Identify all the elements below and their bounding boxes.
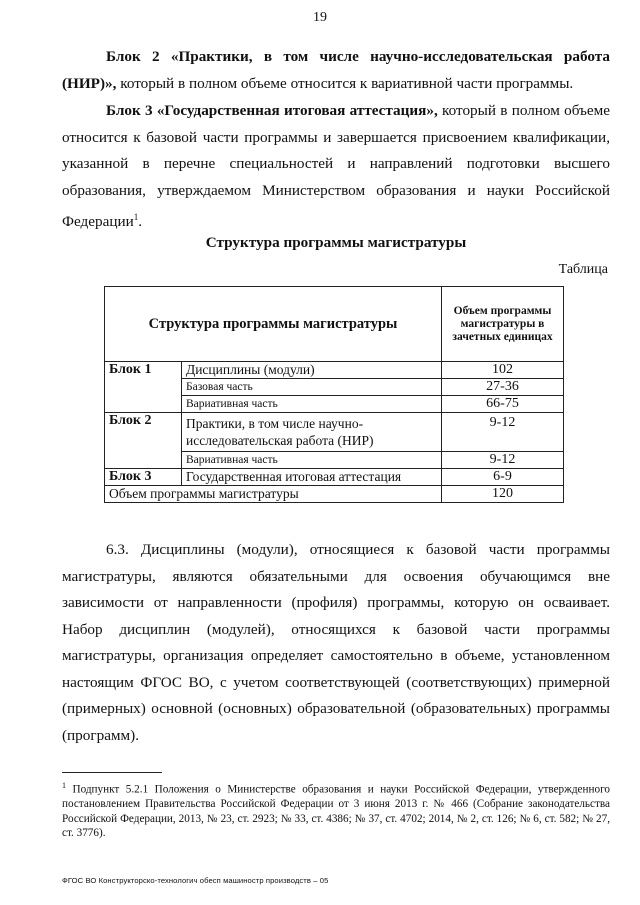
table-header-volume: Объем программы магистратуры в зачетных единицах <box>442 287 564 362</box>
block-cell: Блок 3 <box>105 469 182 486</box>
table-header-structure: Структура программы магистратуры <box>105 287 442 362</box>
row-name: Объем программы магистратуры <box>105 486 442 503</box>
page-number: 19 <box>313 10 327 25</box>
row-name: Вариативная часть <box>182 396 442 413</box>
block3-title: Блок 3 «Государственная итоговая аттестация», <box>106 102 438 119</box>
block2-title: Блок 2 «Практики, в том числе научно-исследовательская работа (НИР)», <box>62 48 610 92</box>
table-header-row <box>105 287 564 362</box>
row-name: Государственная итоговая аттестация <box>182 469 442 486</box>
paragraph-block3 <box>62 98 610 236</box>
footnote-marker: 1 <box>62 781 66 790</box>
table-row <box>105 362 564 379</box>
row-value: 102 <box>442 362 564 379</box>
row-value: 66-75 <box>442 396 564 413</box>
row-value: 120 <box>442 486 564 503</box>
block2-text: который в полном объеме относится к вариативной части программы. <box>120 74 574 92</box>
row-value: 9-12 <box>442 413 564 452</box>
row-name: Вариативная часть <box>182 452 442 469</box>
block-cell: Блок 2 <box>105 413 182 469</box>
footnote-divider <box>62 772 162 773</box>
block3-end: . <box>138 213 143 231</box>
footnote-text: Подпункт 5.2.1 Положения о Министерстве образования и науки Российской Федерации, утвержденного постановлением Правительства Российской Федерации от 3 июня 2013 г. № 466 (Собрание законодательства Российской Федерации, 2013, № 23, ст. 2923; № 33, ст. 4386; № 37, ст. 4702; 2014, № 2, ст. 126; № 6, ст. 582; № 27, ст. 3776). <box>62 783 610 840</box>
table-title: Структура программы магистратуры <box>205 234 467 251</box>
table-row-total <box>105 486 564 503</box>
paragraph-6-3-text: 6.3. Дисциплины (модули), относящиеся к базовой части программы магистратуры, являются обязательными для освоения обучающимся вне зависимости от направленности (профиля) программы, которую он осваивает. Набор дисциплин (модулей), относящихся к базовой части программы магистратуры, организация определяет самостоятельно в объеме, установленном настоящим ФГОС ВО, с учетом соответствующей (соответствующих) примерной (примерных) основной (основных) образовательной (образовательных) программы (программ). <box>62 541 610 744</box>
table-row <box>105 469 564 486</box>
paragraph-block2 <box>62 44 610 97</box>
block-cell: Блок 1 <box>105 362 182 413</box>
table-row <box>105 413 564 452</box>
footnote <box>62 779 610 841</box>
footnote-reference: 1 <box>133 212 139 222</box>
row-name: Практики, в том числе научно-исследовательская работа (НИР) <box>182 413 442 452</box>
row-value: 27-36 <box>442 379 564 396</box>
block3-text: который в полном объеме относится к базовой части программы и завершается присвоением квалификации, указанной в перечне специальностей и направлений подготовки высшего образования, утверждаемом Министерством образования и науки Российской Федерации <box>62 102 611 231</box>
row-name: Базовая часть <box>182 379 442 396</box>
program-structure-table <box>104 286 564 503</box>
table-label: Таблица <box>558 262 608 277</box>
row-value: 6-9 <box>442 469 564 486</box>
row-name: Дисциплины (модули) <box>182 362 442 379</box>
row-value: 9-12 <box>442 452 564 469</box>
paragraph-6-3 <box>62 537 610 749</box>
page-footer: ФГОС ВО Конструкторско-технологич обесп машиностр производств – 05 <box>62 876 329 885</box>
